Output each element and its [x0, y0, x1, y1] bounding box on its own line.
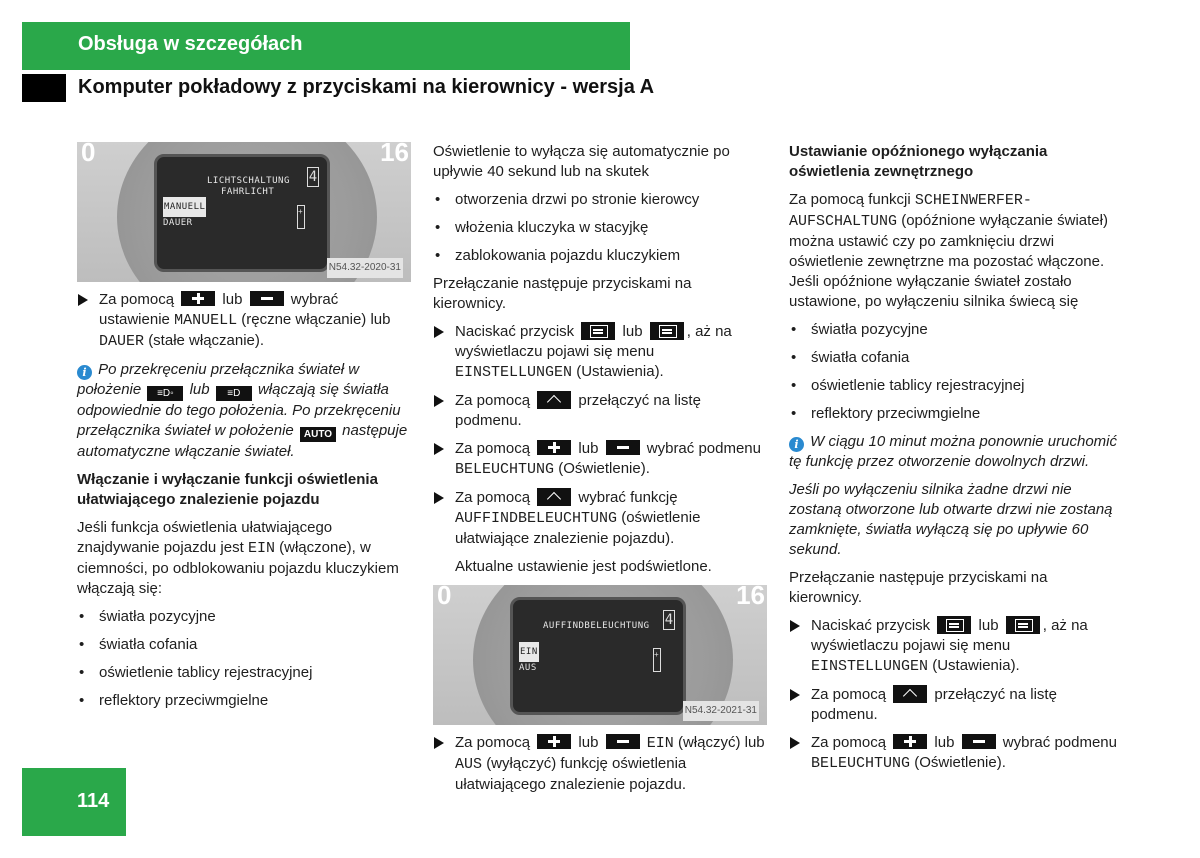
- list-item: • światła cofania: [77, 635, 412, 655]
- italic-note: Jeśli po wyłączeniu silnika żadne drzwi nie zostaną otworzone lub otwarte drzwi nie zostaną zamknięte, światła wyłączą się po upływie 60 sekund.: [789, 481, 1113, 558]
- dial-left-number: 0: [81, 142, 96, 167]
- section-heading: Włączanie i wyłączanie funkcji oświetlenia ułatwiającego znalezienie pojazdu: [77, 471, 378, 508]
- figure-ref: N54.32-2020-31: [327, 258, 403, 278]
- plus-button-icon: [893, 734, 927, 749]
- dial-right-number: 16: [736, 585, 765, 610]
- section-tab: [22, 22, 630, 70]
- dial-left-number: 0: [437, 585, 452, 610]
- up-button-icon: [537, 488, 571, 506]
- info-note: i W ciągu 10 minut można ponownie uruchomić tę funkcję przez otworzenie dowolnych drzwi.: [789, 433, 1117, 470]
- plus-minus-indicator-icon: [297, 205, 305, 229]
- page-number: 114: [77, 790, 110, 812]
- minus-button-icon: [606, 734, 640, 749]
- low-beam-icon: ≡D: [216, 386, 252, 401]
- plus-button-icon: [181, 291, 215, 306]
- section-title: Obsługa w szczegółach: [78, 33, 303, 55]
- step: Za pomocą lub wybrać podmenu BELEUCHTUNG (Oświetlenie).: [789, 733, 1124, 774]
- step: Za pomocą wybrać funkcję AUFFINDBELEUCHTUNG (oświetlenie ułatwiające znalezienie pojazdu).: [433, 488, 768, 549]
- minus-button-icon: [250, 291, 284, 306]
- plus-minus-indicator-icon: [653, 648, 661, 672]
- list-item: • reflektory przeciwmgielne: [789, 404, 1124, 424]
- column-3: [789, 142, 1124, 782]
- display-option-1: EIN: [519, 642, 539, 662]
- arrow-icon: [790, 689, 800, 701]
- display-image-1: [77, 142, 411, 282]
- info-icon: i: [77, 365, 92, 380]
- auto-icon: AUTO: [300, 427, 336, 442]
- info-note: i Po przekręceniu przełącznika świateł w położenie ≡D◦ lub ≡D włączają się światła odpowiednie do tego położenia. Po przekręceniu przełącznika świateł w położenie AUTO następuje automatyczne włączanie świateł.: [77, 361, 408, 460]
- page-number-box: [22, 768, 126, 836]
- section-heading: Ustawianie opóźnionego wyłączania oświetlenia zewnętrznego: [789, 143, 1048, 180]
- display-option-1: MANUELL: [163, 197, 206, 217]
- arrow-icon: [790, 620, 800, 632]
- arrow-icon: [434, 737, 444, 749]
- arrow-icon: [434, 443, 444, 455]
- arrow-icon: [434, 326, 444, 338]
- screen-next-button-icon: [581, 322, 615, 340]
- display-screen: [510, 597, 686, 715]
- list-item: • światła pozycyjne: [789, 320, 1124, 340]
- step: Za pomocą przełączyć na listę podmenu.: [433, 391, 768, 431]
- plus-button-icon: [537, 440, 571, 455]
- list-item: • światła pozycyjne: [77, 607, 412, 627]
- display-line-1: LICHTSCHALTUNG: [207, 176, 290, 186]
- screen-prev-button-icon: [1006, 616, 1040, 634]
- display-option-2: AUS: [519, 663, 537, 673]
- arrow-icon: [78, 294, 88, 306]
- paragraph: Aktualne ustawienie jest podświetlone.: [455, 558, 712, 575]
- title-marker: [22, 74, 66, 102]
- dial-right-number: 16: [380, 142, 409, 167]
- figure-ref: N54.32-2021-31: [683, 701, 759, 721]
- arrow-icon: [434, 395, 444, 407]
- step: Za pomocą lub EIN (włączyć) lub AUS (wyłączyć) funkcję oświetlenia ułatwiającego znalezienie pojazdu.: [433, 733, 768, 795]
- display-option-2: DAUER: [163, 218, 193, 228]
- display-line-2: FAHRLICHT: [221, 187, 275, 197]
- display-line-1: AUFFINDBELEUCHTUNG: [543, 621, 650, 631]
- plus-button-icon: [537, 734, 571, 749]
- arrow-icon: [434, 492, 444, 504]
- display-number: 4: [664, 612, 674, 628]
- paragraph: Przełączanie następuje przyciskami na kierownicy.: [433, 275, 692, 312]
- paragraph: Za pomocą funkcji SCHEINWERFER-AUFSCHALTUNG (opóźnione wyłączanie świateł) można ustawić czy po zamknięciu drzwi oświetlenie zewnętrzne ma pozostać włączone. Jeśli opóźnione wyłączanie świateł zostało ustawione, po wyłączeniu silnika świecą się: [789, 191, 1108, 310]
- list-item: • oświetlenie tablicy rejestracyjnej: [789, 376, 1124, 396]
- up-button-icon: [893, 685, 927, 703]
- minus-button-icon: [606, 440, 640, 455]
- step: Za pomocą lub wybrać ustawienie MANUELL (ręczne włączanie) lub DAUER (stałe włączanie).: [77, 290, 412, 352]
- paragraph: Oświetlenie to wyłącza się automatycznie po upływie 40 sekund lub na skutek: [433, 143, 730, 180]
- paragraph: Przełączanie następuje przyciskami na kierownicy.: [789, 569, 1048, 606]
- list-item: • otworzenia drzwi po stronie kierowcy: [433, 190, 768, 210]
- list-item: • światła cofania: [789, 348, 1124, 368]
- step: Za pomocą lub wybrać podmenu BELEUCHTUNG (Oświetlenie).: [433, 439, 768, 480]
- display-image-2: [433, 585, 767, 725]
- step: Naciskać przycisk lub , aż na wyświetlaczu pojawi się menu EINSTELLUNGEN (Ustawienia).: [789, 616, 1124, 677]
- up-button-icon: [537, 391, 571, 409]
- display-screen: [154, 154, 330, 272]
- list-item: • włożenia kluczyka w stacyjkę: [433, 218, 768, 238]
- list-item: • reflektory przeciwmgielne: [77, 691, 412, 711]
- display-number: 4: [308, 169, 318, 185]
- minus-button-icon: [962, 734, 996, 749]
- step: Naciskać przycisk lub , aż na wyświetlaczu pojawi się menu EINSTELLUNGEN (Ustawienia).: [433, 322, 768, 383]
- arrow-icon: [790, 737, 800, 749]
- column-1: [77, 142, 412, 719]
- paragraph: Jeśli funkcja oświetlenia ułatwiającego znajdywanie pojazdu jest EIN (włączone), w ciemności, po odblokowaniu pojazdu kluczykiem włączają się:: [77, 519, 399, 597]
- list-item: • zablokowania pojazdu kluczykiem: [433, 246, 768, 266]
- parking-light-icon: ≡D◦: [147, 386, 183, 401]
- page-title: Komputer pokładowy z przyciskami na kierownicy - wersja A: [78, 76, 655, 98]
- screen-prev-button-icon: [650, 322, 684, 340]
- screen-next-button-icon: [937, 616, 971, 634]
- step: Za pomocą przełączyć na listę podmenu.: [789, 685, 1124, 725]
- info-icon: i: [789, 437, 804, 452]
- list-item: • oświetlenie tablicy rejestracyjnej: [77, 663, 412, 683]
- column-2: [433, 142, 768, 803]
